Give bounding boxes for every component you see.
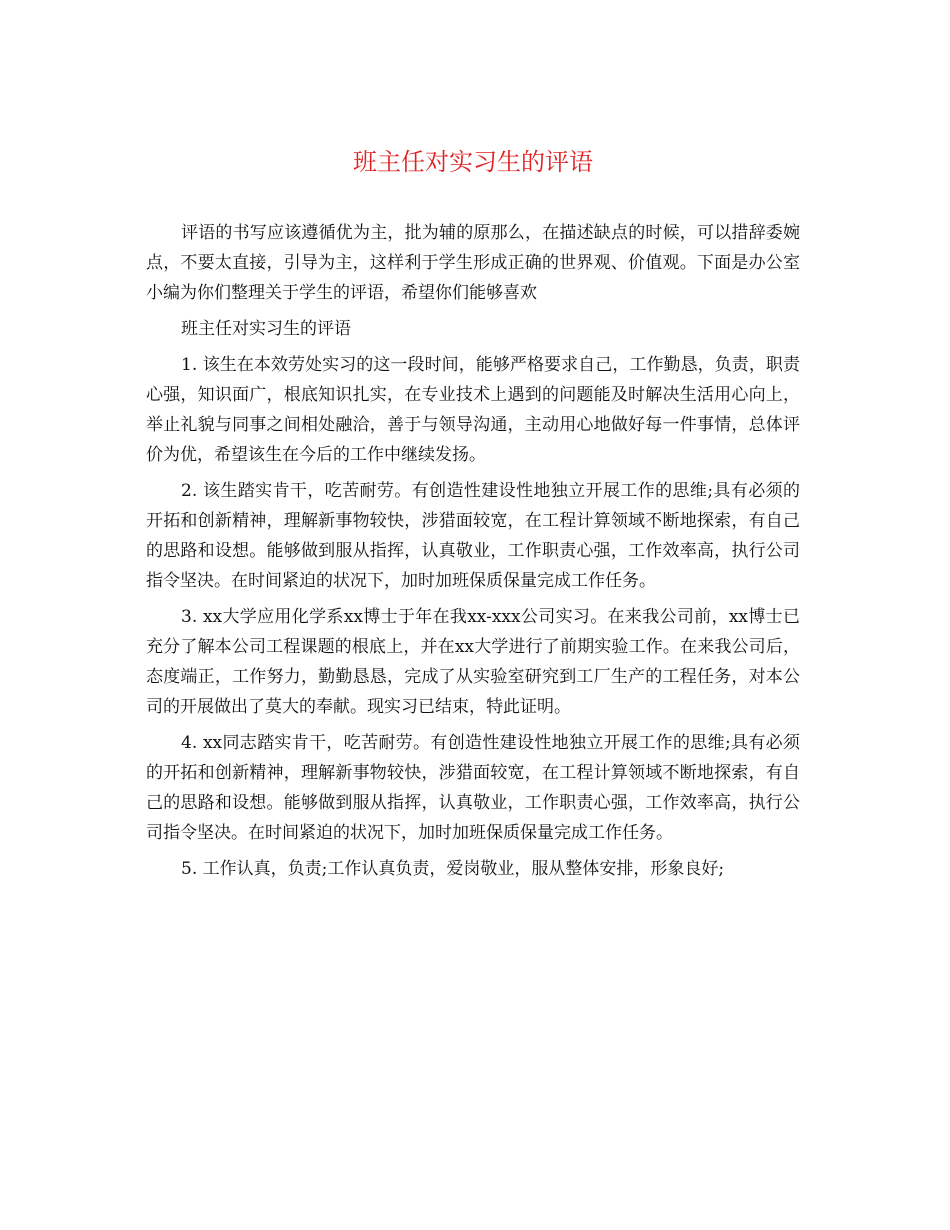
intro-paragraph: 评语的书写应该遵循优为主，批为辅的原那么，在描述缺点的时候，可以措辞委婉点，不要太直接，引导为主，这样利于学生形成正确的世界观、价值观。下面是办公室小编为你们整理关于学生的评语，希望你们能够喜欢 [146, 223, 800, 303]
comment-paragraph-3: 3. xx大学应用化学系xx博士于年在我xx-xxx公司实习。在来我公司前，xx博士已充分了解本公司工程课题的根底上，并在xx大学进行了前期实验工作。在来我公司后，态度端正，工作努力，勤勤恳恳，完成了从实验室研究到工厂生产的工程任务，对本公司的开展做出了莫大的奉献。现实习已结束，特此证明。 [146, 607, 800, 717]
comment-paragraph-2: 2. 该生踏实肯干，吃苦耐劳。有创造性建设性地独立开展工作的思维;具有必须的开拓和创新精神，理解新事物较快，涉猎面较宽，在工程计算领域不断地探索，有自己的思路和设想。能够做到服从指挥，认真敬业，工作职责心强，工作效率高，执行公司指令坚决。在时间紧迫的状况下，加时加班保质保量完成工作任务。 [146, 481, 800, 591]
comment-paragraph-5: 5. 工作认真，负责;工作认真负责，爱岗敬业，服从整体安排，形象良好; [181, 859, 725, 879]
document-title: 班主任对实习生的评语 [353, 148, 593, 176]
comment-paragraph-1: 1. 该生在本效劳处实习的这一段时间，能够严格要求自己，工作勤恳，负责，职责心强，知识面广，根底知识扎实，在专业技术上遇到的问题能及时解决生活用心向上，举止礼貌与同事之间相处融洽，善于与领导沟通，主动用心地做好每一件事情，总体评价为优，希望该生在今后的工作中继续发扬。 [146, 355, 800, 465]
section-heading: 班主任对实习生的评语 [181, 319, 351, 339]
document-body [146, 218, 800, 884]
comment-paragraph-4: 4. xx同志踏实肯干，吃苦耐劳。有创造性建设性地独立开展工作的思维;具有必须的开拓和创新精神，理解新事物较快，涉猎面较宽，在工程计算领域不断地探索，有自己的思路和设想。能够做到服从指挥，认真敬业，工作职责心强，工作效率高，执行公司指令坚决。在时间紧迫的状况下，加时加班保质保量完成工作任务。 [146, 733, 800, 843]
